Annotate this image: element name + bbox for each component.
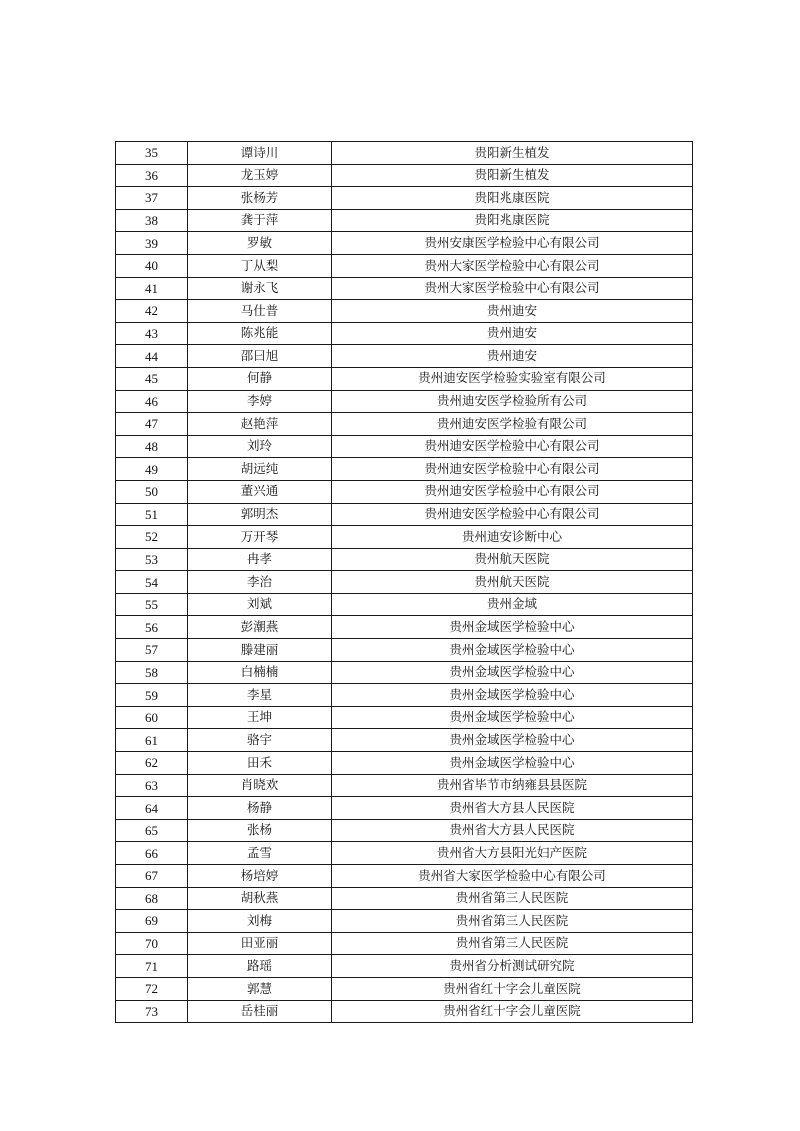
organization-cell: 贵阳兆康医院 [332, 187, 693, 210]
person-name-cell: 滕建丽 [188, 639, 332, 662]
person-name-cell: 龚于萍 [188, 209, 332, 232]
row-number-cell: 53 [116, 548, 188, 571]
table-row [116, 955, 693, 978]
row-number-cell: 58 [116, 661, 188, 684]
person-name-cell: 刘梅 [188, 910, 332, 933]
table-row [116, 480, 693, 503]
organization-cell: 贵州大家医学检验中心有限公司 [332, 254, 693, 277]
person-name-cell: 彭潮燕 [188, 616, 332, 639]
row-number-cell: 57 [116, 639, 188, 662]
organization-cell: 贵州省大方县人民医院 [332, 819, 693, 842]
person-name-cell: 李婷 [188, 390, 332, 413]
table-row [116, 232, 693, 255]
table-row [116, 526, 693, 549]
organization-cell: 贵州迪安 [332, 300, 693, 323]
table-row [116, 390, 693, 413]
row-number-cell: 42 [116, 300, 188, 323]
organization-cell: 贵阳新生植发 [332, 142, 693, 165]
person-name-cell: 李治 [188, 571, 332, 594]
row-number-cell: 55 [116, 593, 188, 616]
row-number-cell: 36 [116, 164, 188, 187]
row-number-cell: 43 [116, 322, 188, 345]
row-number-cell: 35 [116, 142, 188, 165]
table-row [116, 593, 693, 616]
table-row [116, 164, 693, 187]
person-name-cell: 郭慧 [188, 977, 332, 1000]
person-name-cell: 胡秋燕 [188, 887, 332, 910]
organization-cell: 贵州省第三人民医院 [332, 910, 693, 933]
table-row [116, 187, 693, 210]
person-name-cell: 田亚丽 [188, 932, 332, 955]
table-row [116, 752, 693, 775]
table-row [116, 887, 693, 910]
organization-cell: 贵州金域医学检验中心 [332, 752, 693, 775]
roster-table-body [116, 142, 693, 1023]
person-name-cell: 何静 [188, 367, 332, 390]
organization-cell: 贵州省分析测试研究院 [332, 955, 693, 978]
row-number-cell: 52 [116, 526, 188, 549]
table-row [116, 819, 693, 842]
table-row [116, 367, 693, 390]
person-name-cell: 张杨 [188, 819, 332, 842]
row-number-cell: 45 [116, 367, 188, 390]
table-row [116, 458, 693, 481]
organization-cell: 贵州迪安 [332, 345, 693, 368]
table-row [116, 774, 693, 797]
person-name-cell: 龙玉婷 [188, 164, 332, 187]
row-number-cell: 39 [116, 232, 188, 255]
row-number-cell: 37 [116, 187, 188, 210]
person-name-cell: 孟雪 [188, 842, 332, 865]
table-row [116, 548, 693, 571]
organization-cell: 贵州金域医学检验中心 [332, 616, 693, 639]
table-row [116, 684, 693, 707]
table-row [116, 300, 693, 323]
organization-cell: 贵州金域医学检验中心 [332, 639, 693, 662]
person-name-cell: 马仕普 [188, 300, 332, 323]
row-number-cell: 71 [116, 955, 188, 978]
organization-cell: 贵州省毕节市纳雍县县医院 [332, 774, 693, 797]
organization-cell: 贵州迪安医学检验有限公司 [332, 413, 693, 436]
table-row [116, 910, 693, 933]
row-number-cell: 60 [116, 706, 188, 729]
table-row [116, 729, 693, 752]
row-number-cell: 59 [116, 684, 188, 707]
organization-cell: 贵州省第三人民医院 [332, 887, 693, 910]
roster-table [115, 141, 693, 1023]
organization-cell: 贵州迪安医学检验中心有限公司 [332, 435, 693, 458]
organization-cell: 贵州大家医学检验中心有限公司 [332, 277, 693, 300]
organization-cell: 贵州金域医学检验中心 [332, 684, 693, 707]
row-number-cell: 61 [116, 729, 188, 752]
table-row [116, 616, 693, 639]
row-number-cell: 62 [116, 752, 188, 775]
table-row [116, 571, 693, 594]
row-number-cell: 49 [116, 458, 188, 481]
table-row [116, 322, 693, 345]
table-row [116, 277, 693, 300]
person-name-cell: 田禾 [188, 752, 332, 775]
table-row [116, 503, 693, 526]
person-name-cell: 丁从梨 [188, 254, 332, 277]
row-number-cell: 47 [116, 413, 188, 436]
organization-cell: 贵州省第三人民医院 [332, 932, 693, 955]
person-name-cell: 张杨芳 [188, 187, 332, 210]
person-name-cell: 邵曰旭 [188, 345, 332, 368]
organization-cell: 贵阳兆康医院 [332, 209, 693, 232]
person-name-cell: 刘玲 [188, 435, 332, 458]
table-row [116, 254, 693, 277]
table-row [116, 345, 693, 368]
table-row [116, 413, 693, 436]
organization-cell: 贵州省大家医学检验中心有限公司 [332, 865, 693, 888]
person-name-cell: 王坤 [188, 706, 332, 729]
table-row [116, 142, 693, 165]
organization-cell: 贵州省大方县阳光妇产医院 [332, 842, 693, 865]
organization-cell: 贵州金域医学检验中心 [332, 661, 693, 684]
person-name-cell: 杨培婷 [188, 865, 332, 888]
table-row [116, 932, 693, 955]
organization-cell: 贵州金域医学检验中心 [332, 729, 693, 752]
organization-cell: 贵州迪安 [332, 322, 693, 345]
organization-cell: 贵州安康医学检验中心有限公司 [332, 232, 693, 255]
organization-cell: 贵州迪安医学检验中心有限公司 [332, 503, 693, 526]
row-number-cell: 66 [116, 842, 188, 865]
person-name-cell: 胡远纯 [188, 458, 332, 481]
table-row [116, 865, 693, 888]
row-number-cell: 72 [116, 977, 188, 1000]
row-number-cell: 65 [116, 819, 188, 842]
person-name-cell: 赵艳萍 [188, 413, 332, 436]
row-number-cell: 44 [116, 345, 188, 368]
organization-cell: 贵州航天医院 [332, 571, 693, 594]
person-name-cell: 罗敏 [188, 232, 332, 255]
row-number-cell: 67 [116, 865, 188, 888]
row-number-cell: 68 [116, 887, 188, 910]
row-number-cell: 38 [116, 209, 188, 232]
table-row [116, 435, 693, 458]
person-name-cell: 郭明杰 [188, 503, 332, 526]
organization-cell: 贵州迪安医学检验所有公司 [332, 390, 693, 413]
row-number-cell: 70 [116, 932, 188, 955]
person-name-cell: 冉孝 [188, 548, 332, 571]
person-name-cell: 谭诗川 [188, 142, 332, 165]
organization-cell: 贵州金域医学检验中心 [332, 706, 693, 729]
organization-cell: 贵州迪安医学检验实验室有限公司 [332, 367, 693, 390]
organization-cell: 贵州省红十字会儿童医院 [332, 1000, 693, 1023]
person-name-cell: 杨静 [188, 797, 332, 820]
person-name-cell: 白楠楠 [188, 661, 332, 684]
person-name-cell: 李星 [188, 684, 332, 707]
person-name-cell: 骆宇 [188, 729, 332, 752]
table-row [116, 842, 693, 865]
organization-cell: 贵州省红十字会儿童医院 [332, 977, 693, 1000]
person-name-cell: 路瑶 [188, 955, 332, 978]
organization-cell: 贵州迪安医学检验中心有限公司 [332, 480, 693, 503]
organization-cell: 贵州省大方县人民医院 [332, 797, 693, 820]
row-number-cell: 69 [116, 910, 188, 933]
person-name-cell: 万开琴 [188, 526, 332, 549]
table-row [116, 1000, 693, 1023]
row-number-cell: 48 [116, 435, 188, 458]
table-row [116, 661, 693, 684]
row-number-cell: 41 [116, 277, 188, 300]
table-row [116, 797, 693, 820]
row-number-cell: 64 [116, 797, 188, 820]
organization-cell: 贵州迪安医学检验中心有限公司 [332, 458, 693, 481]
person-name-cell: 岳桂丽 [188, 1000, 332, 1023]
row-number-cell: 46 [116, 390, 188, 413]
table-row [116, 706, 693, 729]
table-row [116, 977, 693, 1000]
row-number-cell: 40 [116, 254, 188, 277]
person-name-cell: 陈兆能 [188, 322, 332, 345]
row-number-cell: 63 [116, 774, 188, 797]
person-name-cell: 谢永飞 [188, 277, 332, 300]
organization-cell: 贵州金域 [332, 593, 693, 616]
row-number-cell: 54 [116, 571, 188, 594]
row-number-cell: 51 [116, 503, 188, 526]
table-row [116, 639, 693, 662]
table-row [116, 209, 693, 232]
organization-cell: 贵州迪安诊断中心 [332, 526, 693, 549]
person-name-cell: 董兴通 [188, 480, 332, 503]
organization-cell: 贵州航天医院 [332, 548, 693, 571]
person-name-cell: 刘斌 [188, 593, 332, 616]
row-number-cell: 50 [116, 480, 188, 503]
person-name-cell: 肖晓欢 [188, 774, 332, 797]
row-number-cell: 56 [116, 616, 188, 639]
organization-cell: 贵阳新生植发 [332, 164, 693, 187]
row-number-cell: 73 [116, 1000, 188, 1023]
